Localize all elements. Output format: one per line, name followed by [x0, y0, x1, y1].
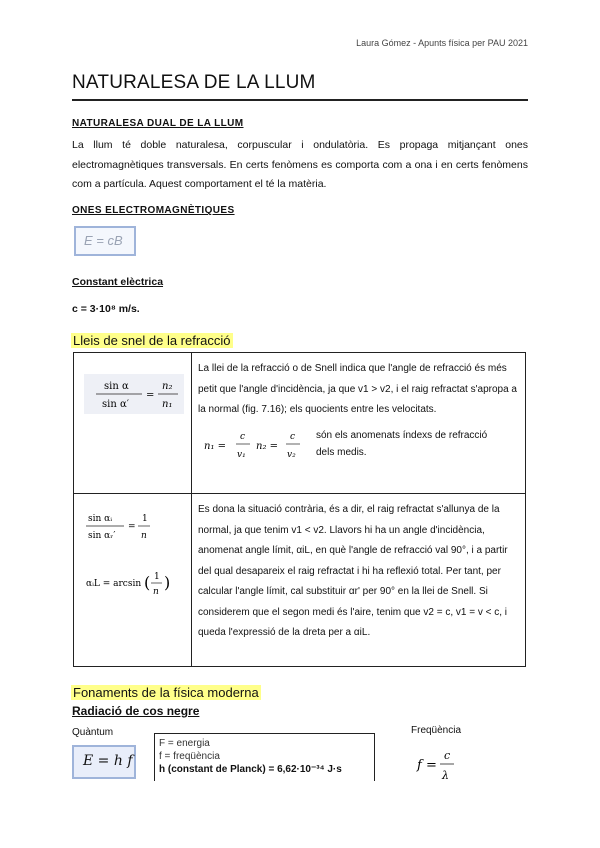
svg-text:=: = — [146, 390, 155, 401]
svg-text:n₁: n₁ — [162, 399, 173, 410]
snell-law-formula — [84, 374, 184, 414]
snell-formula-cell-2 — [74, 494, 192, 667]
svg-text:n₁ =: n₁ = — [204, 440, 227, 452]
moderna-heading-text: Fonaments de la física moderna — [73, 685, 259, 700]
snell-row2-text: Es dona la situació contrària, és a dir, el raig refractat s'allunya de la normal, ja que tenim v1 < v2. Llavors hi ha un angle d'incidència, anomenat angle límit, αiL, en què l'angle de refracció val 90°, i a partir del qual desapareix el raig refractat i hi ha reflexió total. Per tant, per calcular l'angle límit, cal substituir αr' per 90° en la llei de Snell. Si considerem que el segon medi és l'aire, tenim que v2 = c, v1 = v < c, i queda l'expressió de la dreta per a αiL. — [198, 504, 508, 638]
section-heading-ones: ONES ELECTROMAGNÈTIQUES — [72, 205, 235, 216]
snell-row1-text: La llei de la refracció o de Snell indica que l'angle de refracció és més petit que l'angle d'incidència, ja que v1 > v2, i el raig refractat s'apropa a la normal (fig. 7.16); els quocients entre les velocitats. — [198, 363, 517, 415]
critical-angle-ratio-formula — [82, 509, 162, 545]
quantum-formula: E = h f — [83, 753, 133, 769]
refraction-index-formula — [198, 425, 308, 463]
svg-text:sin αᵢ: sin αᵢ — [88, 514, 113, 524]
moderna-heading — [71, 684, 261, 702]
page-title: NATURALESA DE LA LLUM — [72, 72, 316, 93]
svg-text:v₁: v₁ — [237, 449, 246, 460]
constant-heading: Constant elèctrica — [72, 276, 164, 288]
snell-table — [73, 352, 526, 667]
svg-text:n₂ =: n₂ = — [256, 440, 279, 452]
frequency-formula — [411, 745, 461, 785]
dual-paragraph: La llum té doble naturalesa, corpuscular i ondulatòria. Es propaga mitjançant ones electromagnètiques transversals. En certs fenòmens es comporta com a ona i en certs fenòmens com a partícula. Aquest comportament el té la matèria. — [72, 139, 528, 190]
snell-formula-cell-1 — [74, 353, 192, 494]
definition-planck: h (constant de Planck) = 6,62·10⁻³⁴ J·s — [159, 764, 342, 775]
svg-text:λ: λ — [442, 769, 449, 782]
svg-text:n₂: n₂ — [162, 381, 173, 392]
svg-text:c: c — [444, 749, 451, 762]
svg-text:=: = — [128, 522, 136, 532]
svg-text:): ) — [164, 573, 171, 592]
critical-angle-arcsin-formula — [82, 565, 182, 601]
svg-text:1: 1 — [142, 514, 148, 524]
definitions-box — [154, 733, 375, 781]
svg-text:c: c — [240, 431, 246, 442]
definition-energy: F = energia — [159, 738, 210, 749]
frequency-label: Freqüència — [411, 725, 462, 736]
svg-text:v₂: v₂ — [287, 449, 296, 460]
svg-text:(: ( — [144, 573, 151, 592]
quantum-label: Quàntum — [72, 727, 114, 738]
svg-text:sin α′: sin α′ — [102, 399, 129, 410]
definition-frequency: f = freqüència — [159, 751, 220, 762]
snell-row1-text2: són els anomenats índexs de refracció dels medis. — [316, 429, 488, 458]
snell-heading-text: Lleis de snel de la refracció — [73, 333, 231, 348]
snell-text-cell-1 — [192, 353, 526, 494]
svg-text:f =: f = — [417, 758, 437, 773]
constant-value: c = 3·10⁸ m/s. — [72, 303, 140, 315]
section-heading-dual: NATURALESA DUAL DE LA LLUM — [72, 118, 244, 129]
snell-heading — [71, 332, 233, 350]
svg-text:n: n — [153, 587, 159, 597]
svg-text:1: 1 — [154, 572, 160, 582]
formula-e-cb-text: E = cB — [84, 233, 123, 248]
svg-text:c: c — [290, 431, 296, 442]
formula-e-cb — [74, 226, 136, 256]
snell-text-cell-2 — [192, 494, 526, 667]
snell-law-svg — [84, 374, 184, 414]
page-header: Laura Gómez - Apunts física per PAU 2021 — [356, 38, 528, 48]
quantum-formula-box — [72, 745, 136, 779]
blackbody-heading: Radiació de cos negre — [72, 704, 200, 718]
svg-text:sin α: sin α — [104, 381, 129, 392]
svg-text:sin αᵣ′: sin αᵣ′ — [88, 531, 116, 541]
svg-text:n: n — [141, 531, 147, 541]
title-divider — [72, 99, 528, 101]
svg-text:αᵢL = arcsin: αᵢL = arcsin — [86, 579, 142, 589]
